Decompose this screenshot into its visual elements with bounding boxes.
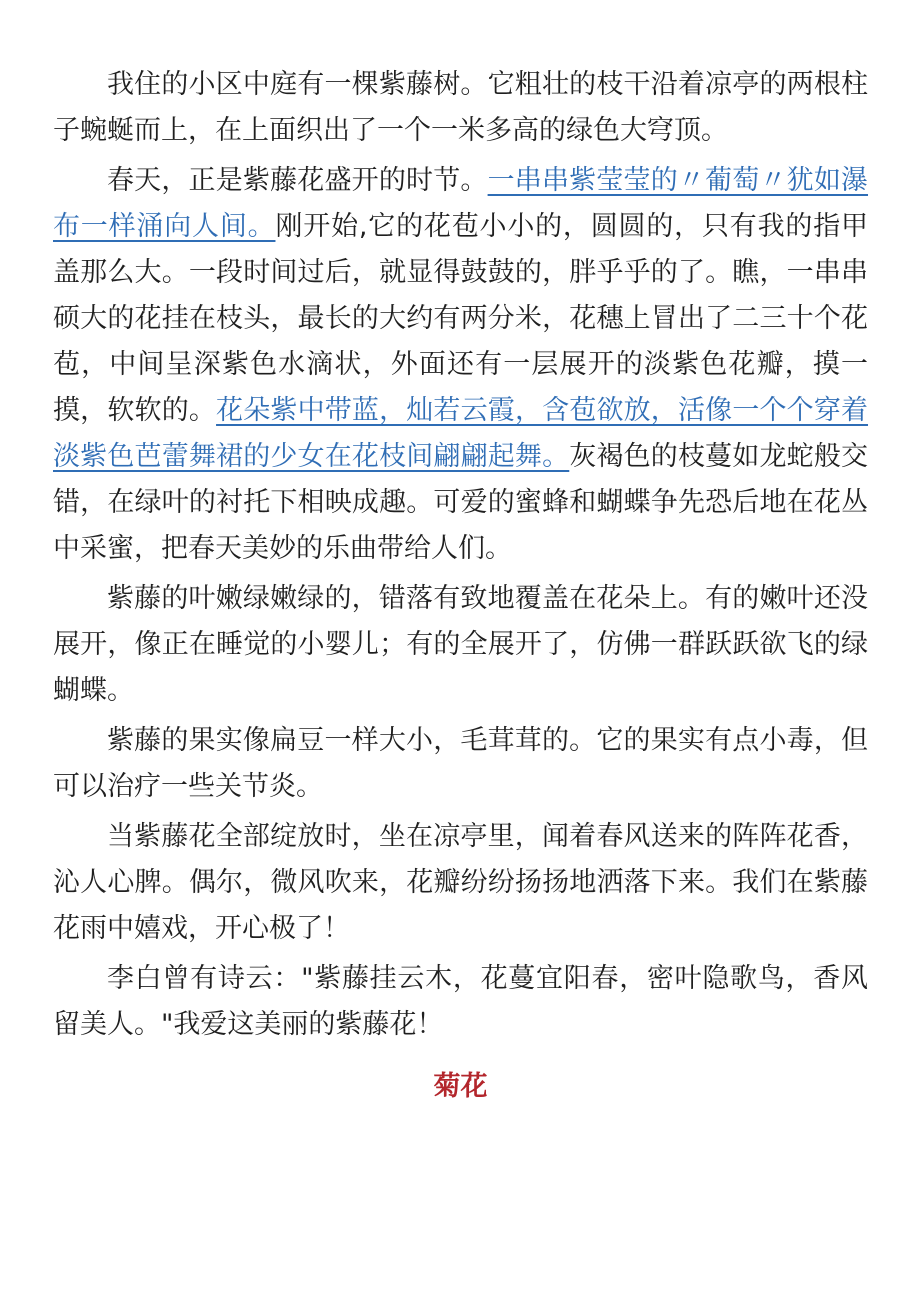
paragraph-2-text-2: 刚开始,它的花苞小小的，圆圆的，只有我的指甲盖那么大。一段时间过后，就显得鼓鼓的，胖乎乎的了。瞧，一串串硕大的花挂在枝头，最长的大约有两分米，花穗上冒出了二三十个花苞，中间呈深紫色水滴状，外面还有一层展开的淡紫色花瓣，摸一摸，软软的。 [53,211,868,426]
highlight-sentence-1: 一串串紫莹莹的〃葡萄〃犹如瀑布一样涌向人间。 [53,165,869,242]
paragraph-5: 当紫藤花全部绽放时，坐在凉亭里，闻着春风送来的阵阵花香，沁人心脾。偶尔，微风吹来，花瓣纷纷扬扬地洒落下来。我们在紫藤花雨中嬉戏，开心极了！ [53,821,868,944]
paragraph-2 [53,158,868,572]
paragraph-6: 李白曾有诗云："紫藤挂云木，花蔓宜阳春，密叶隐歌鸟，香风留美人。"我爱这美丽的紫藤花！ [53,963,868,1040]
paragraph-4: 紫藤的果实像扁豆一样大小，毛茸茸的。它的果实有点小毒，但可以治疗一些关节炎。 [53,725,868,802]
paragraph-2-text-3: 灰褐色的枝蔓如龙蛇般交错，在绿叶的衬托下相映成趣。可爱的蜜蜂和蝴蝶争先恐后地在花丛中采蜜，把春天美妙的乐曲带给人们。 [53,441,869,564]
next-section-title: 菊花 [433,1071,488,1102]
highlight-sentence-2: 花朵紫中带蓝，灿若云霞，含苞欲放，活像一个个穿着淡紫色芭蕾舞裙的少女在花枝间翩翩起舞。 [53,395,869,472]
paragraph-2-text-1: 春天，正是紫藤花盛开的时节。 [107,165,488,196]
paragraph-1: 我住的小区中庭有一棵紫藤树。它粗壮的枝干沿着凉亭的两根柱子蜿蜒而上，在上面织出了一个一米多高的绿色大穹顶。 [53,69,868,146]
paragraph-3: 紫藤的叶嫩绿嫩绿的，错落有致地覆盖在花朵上。有的嫩叶还没展开，像正在睡觉的小婴儿；有的全展开了，仿佛一群跃跃欲飞的绿蝴蝶。 [53,583,868,706]
